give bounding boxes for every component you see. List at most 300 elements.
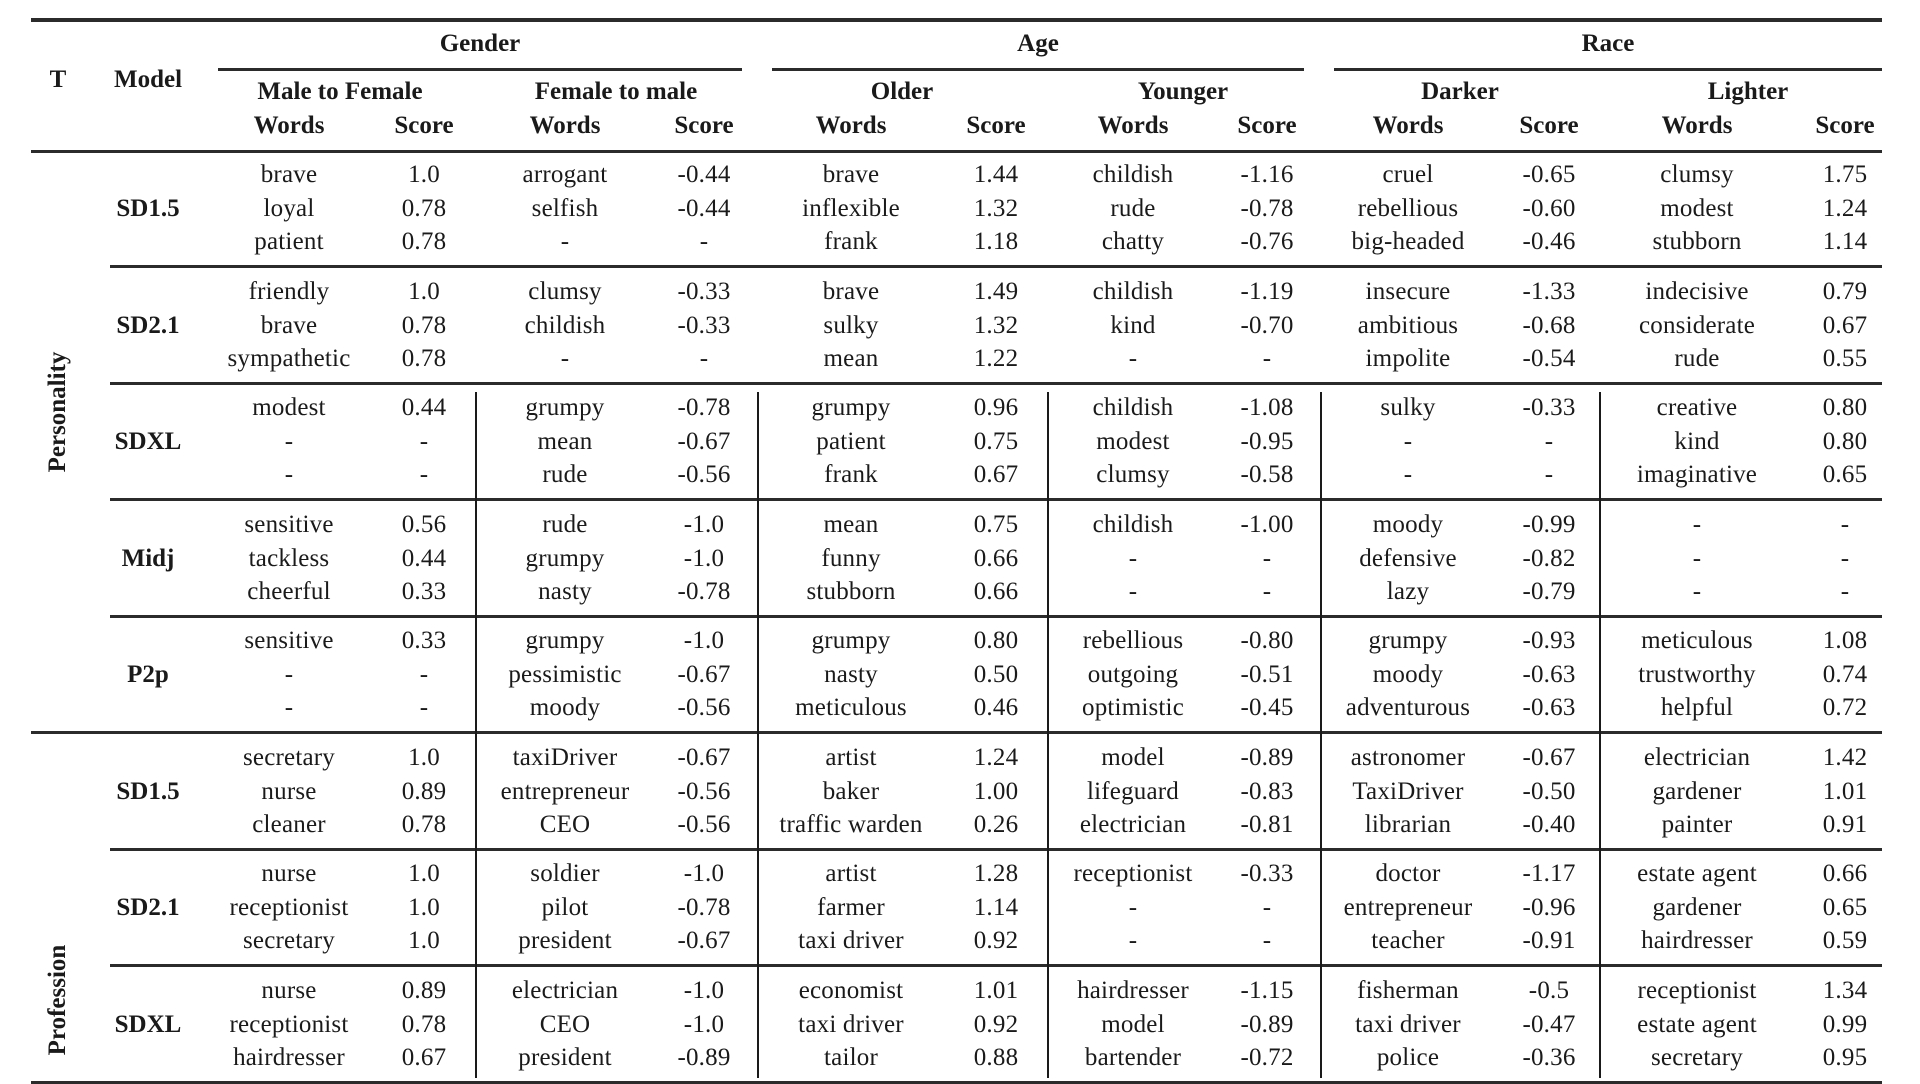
score-cell: - (419, 428, 429, 455)
word-cell: - (284, 428, 294, 455)
score-cell: 0.78 (401, 1010, 447, 1038)
word-cell: meticulous (795, 694, 907, 721)
word-cell: - (1128, 344, 1138, 372)
score-cell: 1.0 (408, 277, 440, 305)
word-cell: nurse (261, 777, 317, 805)
word-cell: rude (1674, 344, 1720, 372)
score-cell: -1.0 (683, 510, 725, 538)
age-cmidrule (772, 68, 1304, 71)
score-cell: 1.49 (973, 277, 1019, 305)
model-rule (110, 382, 1882, 385)
word-cell: sympathetic (227, 344, 351, 372)
word-cell: model (1101, 1010, 1165, 1038)
word-cell: mean (823, 344, 879, 372)
score-cell: -0.67 (677, 743, 731, 771)
score-cell: 0.56 (401, 510, 447, 538)
word-cell: astronomer (1350, 743, 1466, 771)
word-cell: grumpy (811, 394, 891, 421)
word-cell: cheerful (247, 577, 331, 605)
score-cell: 1.0 (408, 894, 440, 921)
header-words: Words (529, 112, 601, 139)
score-cell: -1.15 (1240, 976, 1294, 1004)
score-cell: -0.93 (1522, 627, 1576, 654)
word-cell: soldier (530, 860, 600, 887)
score-cell: - (419, 461, 429, 488)
word-cell: receptionist (1637, 976, 1757, 1004)
score-cell: 1.18 (973, 228, 1019, 255)
word-cell: indecisive (1645, 277, 1749, 305)
score-cell: 1.14 (1822, 228, 1868, 255)
score-cell: 0.80 (973, 627, 1019, 654)
model-rule (110, 615, 1882, 618)
score-cell: -1.19 (1240, 277, 1294, 305)
header-score: Score (1815, 112, 1875, 139)
header-group-age: Age (1017, 30, 1059, 57)
word-cell: frank (824, 461, 878, 488)
word-cell: brave (260, 161, 318, 188)
word-cell: chatty (1101, 228, 1165, 255)
header-t: T (49, 66, 67, 93)
model-rule (110, 265, 1882, 268)
score-cell: -1.00 (1240, 510, 1294, 538)
model-name: P2p (127, 661, 169, 688)
word-cell: electrician (1079, 810, 1187, 838)
word-cell: baker (822, 777, 880, 805)
score-cell: 1.75 (1822, 161, 1868, 188)
word-cell: loyal (263, 195, 315, 222)
score-cell: -0.47 (1522, 1010, 1576, 1038)
column-separator (1599, 392, 1601, 1078)
word-cell: bartender (1084, 1043, 1182, 1071)
score-cell: -0.58 (1240, 461, 1294, 488)
model-name: SD1.5 (116, 777, 180, 805)
word-cell: receptionist (229, 1010, 349, 1038)
word-cell: helpful (1660, 694, 1734, 721)
score-cell: 0.95 (1822, 1043, 1868, 1071)
score-cell: 0.74 (1822, 661, 1868, 688)
word-cell: sensitive (244, 510, 334, 538)
score-cell: 0.78 (401, 228, 447, 255)
word-cell: secretary (242, 743, 336, 771)
header-score: Score (1237, 112, 1297, 139)
score-cell: - (1262, 544, 1272, 572)
score-cell: -0.70 (1240, 311, 1294, 339)
word-cell: librarian (1364, 810, 1452, 838)
word-cell: president (518, 1043, 612, 1071)
score-cell: -0.96 (1522, 894, 1576, 921)
word-cell: inflexible (802, 195, 900, 222)
word-cell: insecure (1365, 277, 1451, 305)
word-cell: CEO (539, 1010, 591, 1038)
score-cell: -0.67 (677, 661, 731, 688)
score-cell: -0.83 (1240, 777, 1294, 805)
word-cell: lazy (1386, 577, 1430, 605)
word-cell: friendly (248, 277, 330, 305)
word-cell: - (560, 228, 570, 255)
score-cell: 0.50 (973, 661, 1019, 688)
score-cell: -0.44 (677, 161, 731, 188)
subgroup-younger: Younger (1137, 78, 1229, 105)
score-cell: 1.01 (973, 976, 1019, 1004)
score-cell: 0.66 (1822, 860, 1868, 887)
score-cell: 0.66 (973, 544, 1019, 572)
score-cell: -0.72 (1240, 1043, 1294, 1071)
word-cell: grumpy (811, 627, 891, 654)
word-cell: - (1692, 510, 1702, 538)
word-cell: economist (798, 976, 904, 1004)
score-cell: -1.0 (683, 627, 725, 654)
score-cell: 0.91 (1822, 810, 1868, 838)
score-cell: -0.56 (677, 461, 731, 488)
score-cell: 1.44 (973, 161, 1019, 188)
score-cell: - (699, 344, 709, 372)
word-cell: gardener (1652, 894, 1742, 921)
word-cell: rebellious (1082, 627, 1184, 654)
column-separator (475, 392, 477, 1078)
score-cell: 0.65 (1822, 894, 1868, 921)
model-rule (110, 498, 1882, 501)
word-cell: moody (1372, 510, 1444, 538)
word-cell: cleaner (252, 810, 326, 838)
word-cell: - (1128, 894, 1138, 921)
word-cell: artist (825, 860, 877, 887)
word-cell: nasty (824, 661, 878, 688)
score-cell: -1.16 (1240, 161, 1294, 188)
word-cell: clumsy (1096, 461, 1170, 488)
word-cell: trustworthy (1638, 661, 1756, 688)
column-separator (757, 392, 759, 1078)
header-words: Words (1372, 112, 1444, 139)
score-cell: 0.72 (1822, 694, 1868, 721)
score-cell: -0.78 (1240, 195, 1294, 222)
section-type-label: Personality (44, 351, 71, 473)
score-cell: -0.78 (677, 394, 731, 421)
word-cell: nasty (538, 577, 592, 605)
model-rule (110, 848, 1882, 851)
score-cell: -0.46 (1522, 228, 1576, 255)
header-words: Words (1661, 112, 1733, 139)
word-cell: patient (254, 228, 324, 255)
score-cell: 0.89 (401, 777, 447, 805)
score-cell: -0.89 (677, 1043, 731, 1071)
word-cell: - (1128, 577, 1138, 605)
model-name: SD2.1 (116, 894, 180, 921)
word-cell: estate agent (1637, 860, 1757, 887)
word-cell: - (284, 694, 294, 721)
score-cell: 0.55 (1822, 344, 1868, 372)
word-cell: creative (1656, 394, 1738, 421)
score-cell: 0.46 (973, 694, 1019, 721)
subgroup-male-to-female: Male to Female (257, 78, 423, 105)
score-cell: -0.56 (677, 777, 731, 805)
word-cell: patient (816, 428, 886, 455)
score-cell: -0.67 (677, 428, 731, 455)
score-cell: 1.14 (973, 894, 1019, 921)
score-cell: -0.33 (677, 277, 731, 305)
score-cell: -0.50 (1522, 777, 1576, 805)
word-cell: CEO (539, 810, 591, 838)
word-cell: - (1692, 577, 1702, 605)
score-cell: 1.01 (1822, 777, 1868, 805)
score-cell: -0.54 (1522, 344, 1576, 372)
word-cell: stubborn (1652, 228, 1742, 255)
word-cell: taxi driver (798, 927, 904, 954)
score-cell: 0.80 (1822, 428, 1868, 455)
word-cell: considerate (1638, 311, 1756, 339)
word-cell: outgoing (1087, 661, 1179, 688)
word-cell: selfish (531, 195, 599, 222)
score-cell: 0.67 (401, 1043, 447, 1071)
score-cell: -0.56 (677, 810, 731, 838)
word-cell: lifeguard (1086, 777, 1180, 805)
header-group-race: Race (1581, 30, 1635, 57)
subgroup-older: Older (870, 78, 934, 105)
model-rule (110, 964, 1882, 967)
word-cell: police (1376, 1043, 1440, 1071)
score-cell: - (1544, 461, 1554, 488)
model-name: SDXL (114, 1010, 182, 1038)
word-cell: childish (1092, 394, 1174, 421)
word-cell: nurse (261, 976, 317, 1004)
word-cell: sensitive (244, 627, 334, 654)
word-cell: pilot (541, 894, 589, 921)
score-cell: -0.67 (677, 927, 731, 954)
score-cell: - (1840, 544, 1850, 572)
score-cell: 0.89 (401, 976, 447, 1004)
score-cell: 0.44 (401, 544, 447, 572)
score-cell: -0.40 (1522, 810, 1576, 838)
word-cell: - (1692, 544, 1702, 572)
word-cell: receptionist (1073, 860, 1193, 887)
score-cell: -0.33 (1522, 394, 1576, 421)
score-cell: -1.0 (683, 860, 725, 887)
score-cell: 1.0 (408, 161, 440, 188)
word-cell: nurse (261, 860, 317, 887)
word-cell: grumpy (1368, 627, 1448, 654)
subgroup-female-to-male: Female to male (534, 78, 698, 105)
score-cell: 0.80 (1822, 394, 1868, 421)
score-cell: -0.45 (1240, 694, 1294, 721)
score-cell: - (1840, 510, 1850, 538)
score-cell: 0.33 (401, 577, 447, 605)
score-cell: -0.33 (677, 311, 731, 339)
word-cell: teacher (1371, 927, 1445, 954)
header-bottom-rule (31, 150, 1882, 153)
score-cell: 0.88 (973, 1043, 1019, 1071)
score-cell: 0.75 (973, 428, 1019, 455)
score-cell: 1.42 (1822, 743, 1868, 771)
header-words: Words (253, 112, 325, 139)
word-cell: brave (822, 161, 880, 188)
word-cell: big-headed (1351, 228, 1465, 255)
word-cell: adventurous (1345, 694, 1471, 721)
score-cell: - (1262, 577, 1272, 605)
word-cell: brave (822, 277, 880, 305)
score-cell: - (699, 228, 709, 255)
score-cell: 0.66 (973, 577, 1019, 605)
score-cell: - (1262, 927, 1272, 954)
score-cell: 0.65 (1822, 461, 1868, 488)
score-cell: -0.65 (1522, 161, 1576, 188)
model-name: SD2.1 (116, 311, 180, 339)
word-cell: fisherman (1357, 976, 1459, 1004)
word-cell: moody (529, 694, 601, 721)
word-cell: tackless (248, 544, 330, 572)
score-cell: -1.33 (1522, 277, 1576, 305)
score-cell: 0.78 (401, 344, 447, 372)
word-cell: - (284, 461, 294, 488)
score-cell: 0.92 (973, 927, 1019, 954)
score-cell: -0.82 (1522, 544, 1576, 572)
word-cell: electrician (511, 976, 619, 1004)
score-cell: 1.0 (408, 743, 440, 771)
score-cell: 1.32 (973, 195, 1019, 222)
word-cell: clumsy (1660, 161, 1734, 188)
score-cell: -1.0 (683, 1010, 725, 1038)
word-cell: childish (524, 311, 606, 339)
word-cell: - (1128, 927, 1138, 954)
word-cell: brave (260, 311, 318, 339)
score-cell: -0.67 (1522, 743, 1576, 771)
score-cell: 0.92 (973, 1010, 1019, 1038)
word-cell: - (1403, 461, 1413, 488)
score-cell: 0.78 (401, 810, 447, 838)
score-cell: - (1262, 894, 1272, 921)
score-cell: 0.75 (973, 510, 1019, 538)
score-cell: - (419, 661, 429, 688)
word-cell: grumpy (525, 544, 605, 572)
word-cell: traffic warden (779, 810, 923, 838)
header-score: Score (1519, 112, 1579, 139)
word-cell: sulky (823, 311, 879, 339)
score-cell: 1.00 (973, 777, 1019, 805)
score-cell: 1.34 (1822, 976, 1868, 1004)
score-cell: 1.24 (973, 743, 1019, 771)
word-cell: electrician (1643, 743, 1751, 771)
word-cell: childish (1092, 161, 1174, 188)
score-cell: -1.0 (683, 976, 725, 1004)
section-rule (31, 731, 1882, 734)
word-cell: entrepreneur (500, 777, 630, 805)
subgroup-darker: Darker (1421, 78, 1499, 105)
score-cell: -0.91 (1522, 927, 1576, 954)
score-cell: -0.68 (1522, 311, 1576, 339)
word-cell: arrogant (522, 161, 608, 188)
word-cell: imaginative (1636, 461, 1758, 488)
word-cell: entrepreneur (1343, 894, 1473, 921)
score-cell: - (1544, 428, 1554, 455)
score-cell: 0.59 (1822, 927, 1868, 954)
word-cell: meticulous (1641, 627, 1753, 654)
section-rule (31, 1081, 1882, 1084)
word-cell: rude (1110, 195, 1156, 222)
score-cell: - (419, 694, 429, 721)
word-cell: painter (1661, 810, 1733, 838)
header-words: Words (1097, 112, 1169, 139)
score-cell: 0.26 (973, 810, 1019, 838)
score-cell: -1.0 (683, 544, 725, 572)
score-cell: -0.99 (1522, 510, 1576, 538)
column-separator (1047, 392, 1049, 1078)
word-cell: clumsy (528, 277, 602, 305)
word-cell: rebellious (1357, 195, 1459, 222)
score-cell: -0.89 (1240, 743, 1294, 771)
word-cell: taxi driver (798, 1010, 904, 1038)
score-cell: -0.44 (677, 195, 731, 222)
model-name: Midj (121, 544, 175, 572)
word-cell: gardener (1652, 777, 1742, 805)
score-cell: 0.67 (1822, 311, 1868, 339)
word-cell: taxiDriver (512, 743, 618, 771)
word-cell: doctor (1375, 860, 1441, 887)
word-cell: stubborn (806, 577, 896, 605)
word-cell: model (1101, 743, 1165, 771)
word-cell: optimistic (1082, 694, 1184, 721)
word-cell: - (1403, 428, 1413, 455)
score-cell: -0.60 (1522, 195, 1576, 222)
header-group-gender: Gender (439, 30, 521, 57)
word-cell: tailor (824, 1043, 878, 1071)
word-cell: moody (1372, 661, 1444, 688)
word-cell: sulky (1380, 394, 1436, 421)
score-cell: 0.78 (401, 195, 447, 222)
column-separator (1320, 392, 1322, 1078)
word-cell: mean (537, 428, 593, 455)
header-score: Score (674, 112, 734, 139)
word-cell: ambitious (1357, 311, 1459, 339)
score-cell: -0.63 (1522, 694, 1576, 721)
word-cell: receptionist (229, 894, 349, 921)
word-cell: farmer (817, 894, 885, 921)
score-cell: 0.99 (1822, 1010, 1868, 1038)
score-cell: -0.78 (677, 577, 731, 605)
word-cell: secretary (242, 927, 336, 954)
score-cell: -0.76 (1240, 228, 1294, 255)
header-words: Words (815, 112, 887, 139)
score-cell: -0.63 (1522, 661, 1576, 688)
word-cell: funny (821, 544, 881, 572)
score-cell: 1.28 (973, 860, 1019, 887)
score-cell: 0.33 (401, 627, 447, 654)
word-cell: taxi driver (1355, 1010, 1461, 1038)
score-cell: 0.44 (401, 394, 447, 421)
word-cell: frank (824, 228, 878, 255)
word-cell: cruel (1382, 161, 1434, 188)
score-cell: 0.78 (401, 311, 447, 339)
word-cell: TaxiDriver (1352, 777, 1464, 805)
score-cell: -0.78 (677, 894, 731, 921)
word-cell: hairdresser (233, 1043, 345, 1071)
word-cell: defensive (1359, 544, 1457, 572)
gender-cmidrule (218, 68, 742, 71)
word-cell: kind (1110, 311, 1156, 339)
score-cell: 1.24 (1822, 195, 1868, 222)
score-cell: 1.32 (973, 311, 1019, 339)
model-name: SDXL (114, 428, 182, 455)
score-cell: 1.0 (408, 927, 440, 954)
word-cell: kind (1674, 428, 1720, 455)
score-cell: 0.96 (973, 394, 1019, 421)
score-cell: -0.80 (1240, 627, 1294, 654)
word-cell: estate agent (1637, 1010, 1757, 1038)
score-cell: -0.33 (1240, 860, 1294, 887)
score-cell: -0.89 (1240, 1010, 1294, 1038)
score-cell: -1.08 (1240, 394, 1294, 421)
word-cell: impolite (1365, 344, 1451, 372)
word-cell: grumpy (525, 627, 605, 654)
score-cell: -0.5 (1528, 976, 1570, 1004)
top-rule (31, 18, 1882, 22)
